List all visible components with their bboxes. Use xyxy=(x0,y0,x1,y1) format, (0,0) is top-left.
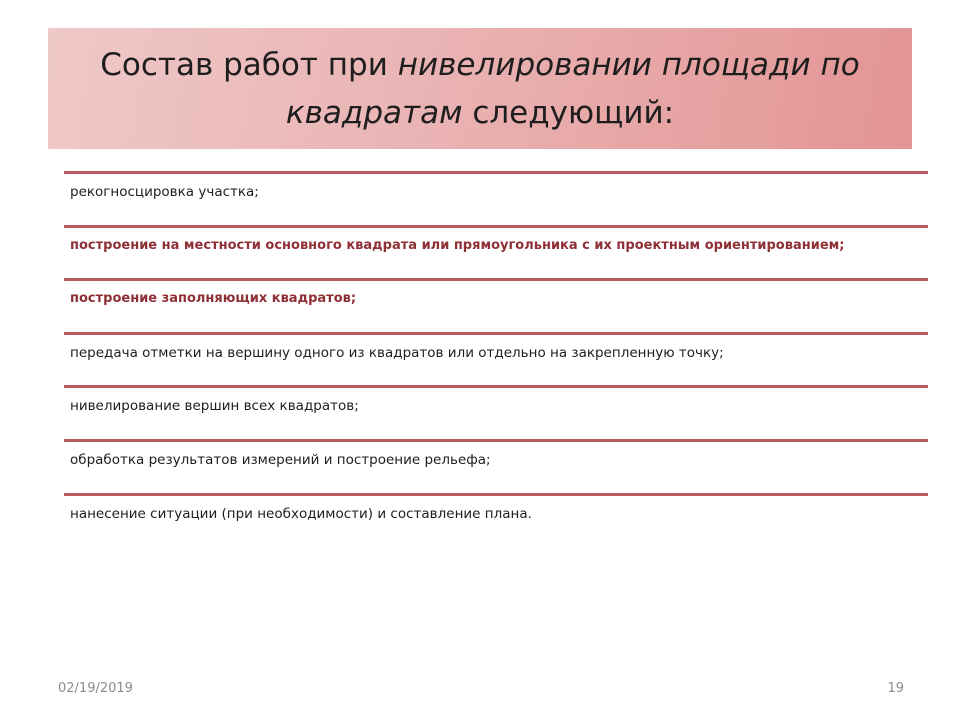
page-number: 19 xyxy=(887,681,904,696)
title-part-3: следующий: xyxy=(462,94,675,131)
list-item: построение заполняющих квадратов; xyxy=(64,278,928,332)
slide-title xyxy=(100,41,860,137)
title-banner xyxy=(48,28,912,149)
footer-date: 02/19/2019 xyxy=(58,681,133,696)
list-item: обработка результатов измерений и построение рельефа; xyxy=(64,439,928,493)
list-item: нанесение ситуации (при необходимости) и составление плана. xyxy=(64,493,928,547)
list-item: рекогносцировка участка; xyxy=(64,171,928,225)
list-item: нивелирование вершин всех квадратов; xyxy=(64,385,928,439)
work-steps-list xyxy=(64,171,928,546)
title-part-1: Состав работ при xyxy=(100,46,398,83)
title-part-2-italic: нивелировании площади по квадратам xyxy=(285,46,860,131)
list-item: построение на местности основного квадрата или прямоугольника с их проектным ориентированием; xyxy=(64,225,928,279)
list-item: передача отметки на вершину одного из квадратов или отдельно на закрепленную точку; xyxy=(64,332,928,386)
